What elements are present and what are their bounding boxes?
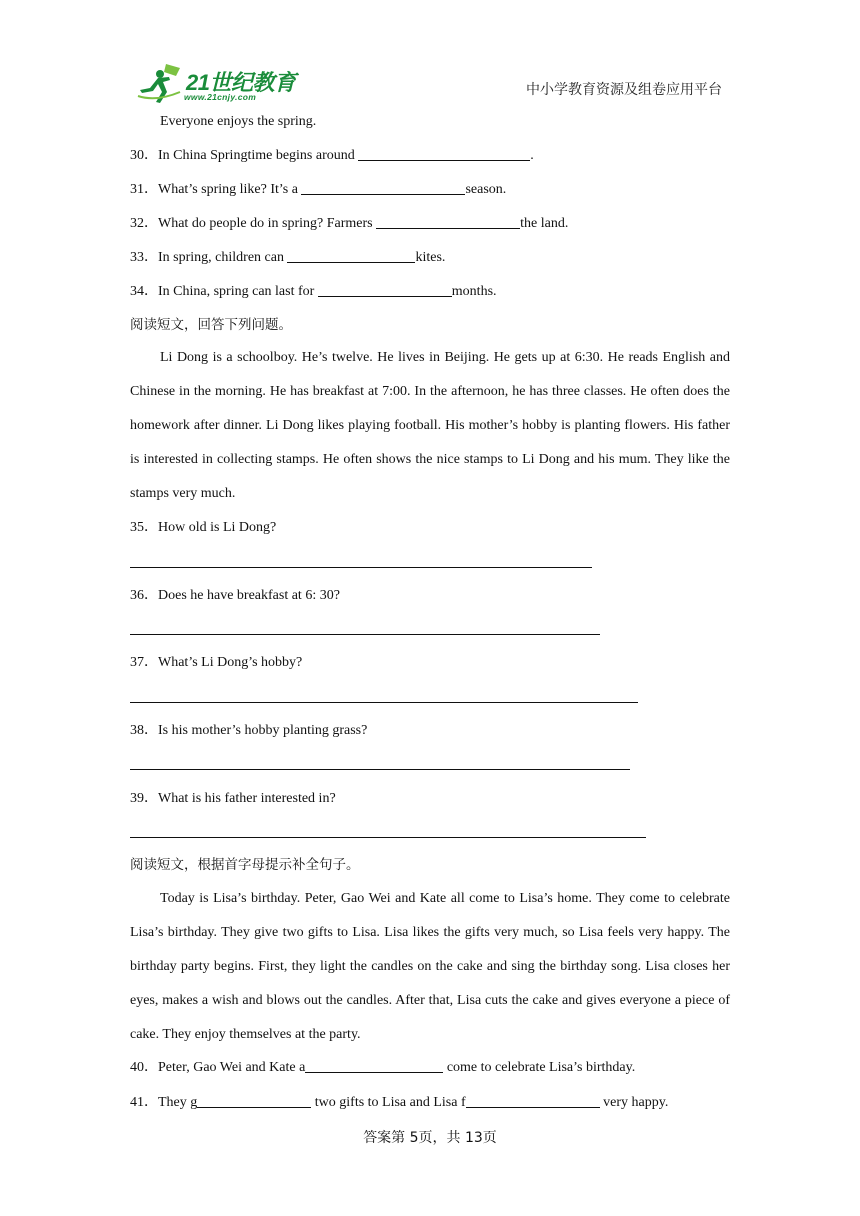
answer-line <box>130 634 600 635</box>
answer-blank <box>358 146 530 161</box>
question-39: 39．What is his father interested in? <box>130 791 336 806</box>
question-number: 31． <box>130 182 158 197</box>
question-text: two gifts to Lisa and Lisa f <box>311 1095 466 1110</box>
question-text: the land. <box>520 216 569 231</box>
question-41 <box>130 1093 730 1113</box>
question-text: In China, spring can last for <box>158 284 318 299</box>
question-34 <box>130 282 730 302</box>
question-text: Peter, Gao Wei and Kate a <box>158 1060 306 1075</box>
section-instruction: 阅读短文，根据首字母提示补全句子。 <box>130 857 360 873</box>
question-text: season. <box>465 182 507 197</box>
logo-text: 21世纪教育 <box>186 70 296 95</box>
runner-icon <box>136 62 184 106</box>
answer-line <box>130 769 630 770</box>
question-text: What do people do in spring? Farmers <box>158 216 377 231</box>
question-text: very happy. <box>599 1095 669 1110</box>
question-text: What’s spring like? It’s a <box>158 182 302 197</box>
page-footer: 答案第 5页，共 13页 <box>363 1130 497 1146</box>
question-31 <box>130 180 730 200</box>
question-text: In spring, children can <box>158 250 288 265</box>
answer-line <box>130 567 592 568</box>
question-35: 35．How old is Li Dong? <box>130 520 277 535</box>
platform-title: 中小学教育资源及组卷应用平台 <box>526 82 722 98</box>
logo <box>136 62 316 106</box>
question-number: 41． <box>130 1095 158 1110</box>
question-32 <box>130 214 730 234</box>
question-30 <box>130 146 730 166</box>
passage-closing-line: Everyone enjoys the spring. <box>160 114 317 129</box>
question-40 <box>130 1058 730 1078</box>
question-33 <box>130 248 730 268</box>
section-instruction: 阅读短文，回答下列问题。 <box>130 317 292 333</box>
question-text: . <box>530 148 534 163</box>
question-text: In China Springtime begins around <box>158 148 359 163</box>
question-text: They g <box>158 1095 198 1110</box>
answer-line <box>130 837 646 838</box>
answer-blank <box>318 282 452 297</box>
question-number: 30． <box>130 148 158 163</box>
reading-passage: Today is Lisa’s birthday. Peter, Gao Wei and Kate all come to Lisa’s home. They come to celebrate Lisa’s birthday. They give two gifts to Lisa. Lisa likes the gifts very much, so Lisa feels very happy. The birthday party begins. First, they light the candles on the cake and sing the birthday song. Lisa closes her eyes, makes a wish and blows out the candles. After that, Lisa cuts the cake and gives everyone a piece of cake. They enjoy themselves at the party. <box>130 891 730 1042</box>
question-number: 32． <box>130 216 158 231</box>
answer-blank <box>466 1093 600 1108</box>
question-text: kites. <box>415 250 446 265</box>
question-text: come to celebrate Lisa’s birthday. <box>443 1060 636 1075</box>
question-number: 33． <box>130 250 158 265</box>
question-37: 37．What’s Li Dong’s hobby? <box>130 655 303 670</box>
answer-blank <box>197 1093 311 1108</box>
answer-line <box>130 702 638 703</box>
reading-passage: Li Dong is a schoolboy. He’s twelve. He lives in Beijing. He gets up at 6:30. He reads English and Chinese in the morning. He has breakfast at 7:00. In the afternoon, he has three classes. He often does the homework after dinner. Li Dong likes playing football. His mother’s hobby is planting flowers. His father is interested in collecting stamps. He often shows the nice stamps to Li Dong and his mum. They like the stamps very much. <box>130 350 730 501</box>
answer-blank <box>305 1058 443 1073</box>
question-38: 38．Is his mother’s hobby planting grass? <box>130 723 368 738</box>
answer-blank <box>376 214 520 229</box>
page-header <box>130 62 730 108</box>
question-text: months. <box>451 284 497 299</box>
question-number: 40． <box>130 1060 158 1075</box>
answer-blank <box>287 248 415 263</box>
question-number: 34． <box>130 284 158 299</box>
logo-url: www.21cnjy.com <box>184 92 257 102</box>
answer-blank <box>301 180 465 195</box>
question-36: 36．Does he have breakfast at 6: 30? <box>130 588 340 603</box>
